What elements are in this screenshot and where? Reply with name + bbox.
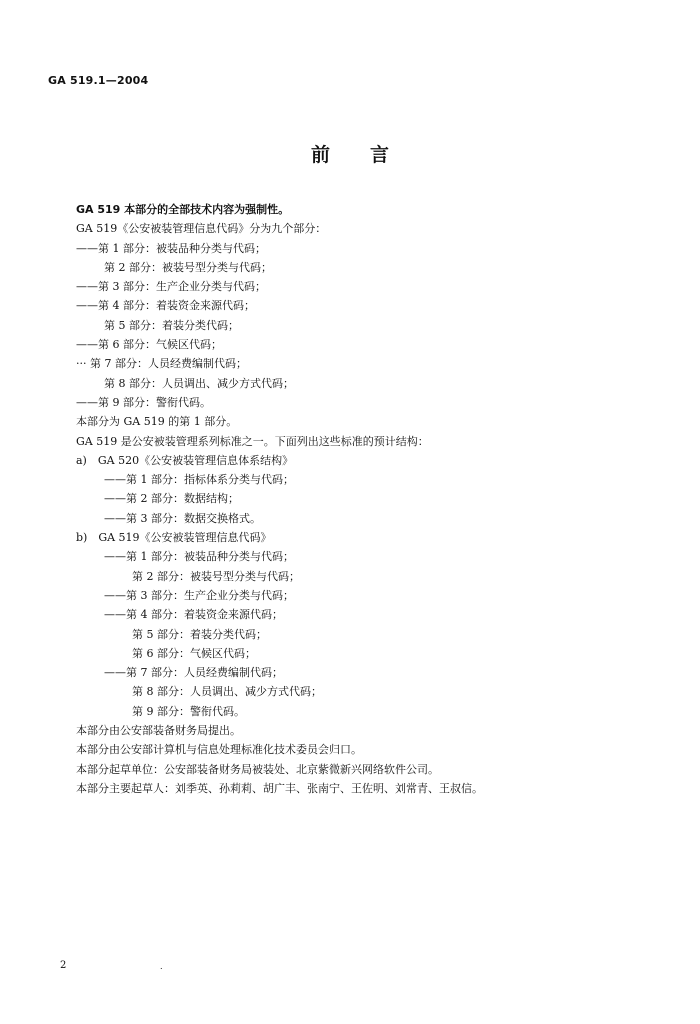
page-number: 2 <box>60 960 67 971</box>
part-item: ——第 9 部分：警衔代码。 <box>76 395 211 409</box>
drafting-units: 本部分起草单位：公安部装备财务局被装处、北京紫微新兴网络软件公司。 <box>76 762 439 776</box>
parts-intro: GA 519《公安被装管理信息代码》分为九个部分： <box>76 222 327 236</box>
sub-part-item: ——第 1 部分：被装品种分类与代码； <box>104 550 294 564</box>
mandatory-statement: GA 519 本部分的全部技术内容为强制性。 <box>76 203 290 216</box>
sub-part-item: 第 6 部分：气候区代码； <box>132 646 256 660</box>
sub-part-item: ——第 1 部分：指标体系分类与代码； <box>104 473 294 487</box>
sub-part-item: 第 2 部分：被装号型分类与代码； <box>132 569 300 583</box>
part-item: ——第 1 部分：被装品种分类与代码； <box>76 241 266 255</box>
paragraph: 本部分为 GA 519 的第 1 部分。 <box>76 415 238 429</box>
sub-part-item: ——第 2 部分：数据结构； <box>104 492 239 506</box>
committee-statement: 本部分由公安部计算机与信息处理标准化技术委员会归口。 <box>76 743 362 757</box>
sub-part-item: ——第 4 部分：着装资金来源代码； <box>104 608 283 622</box>
foreword-body <box>0 200 700 798</box>
part-item: ——第 6 部分：气候区代码； <box>76 338 222 352</box>
list-heading-a: a) GA 520《公安被装管理信息体系结构》 <box>76 453 294 467</box>
standard-number-header: GA 519.1—2004 <box>48 74 149 87</box>
drafters: 本部分主要起草人：刘季英、孙莉莉、胡广丰、张南宁、王佐明、刘常青、王叔信。 <box>76 781 483 795</box>
sub-part-item: ——第 3 部分：生产企业分类与代码； <box>104 588 294 602</box>
proposer-statement: 本部分由公安部装备财务局提出。 <box>76 724 241 738</box>
paragraph: GA 519 是公安被装管理系列标准之一。下面列出这些标准的预计结构： <box>76 434 429 448</box>
sub-part-item: 第 5 部分：着装分类代码； <box>132 627 267 641</box>
part-item: 第 8 部分：人员调出、减少方式代码； <box>104 376 294 390</box>
part-item: 第 5 部分：着装分类代码； <box>104 318 239 332</box>
sub-part-item: 第 8 部分：人员调出、减少方式代码； <box>132 685 322 699</box>
list-heading-b: b) GA 519《公安被装管理信息代码》 <box>76 531 272 545</box>
page-title: 前言 <box>310 144 429 166</box>
part-item: 第 2 部分：被装号型分类与代码； <box>104 260 272 274</box>
footer-mark: . <box>160 962 163 971</box>
part-item: ——第 3 部分：生产企业分类与代码； <box>76 280 266 294</box>
sub-part-item: ——第 7 部分：人员经费编制代码； <box>104 666 283 680</box>
part-item: ··· 第 7 部分：人员经费编制代码； <box>76 357 247 371</box>
sub-part-item: ——第 3 部分：数据交换格式。 <box>104 511 261 525</box>
sub-part-item: 第 9 部分：警衔代码。 <box>132 704 245 718</box>
part-item: ——第 4 部分：着装资金来源代码； <box>76 299 255 313</box>
